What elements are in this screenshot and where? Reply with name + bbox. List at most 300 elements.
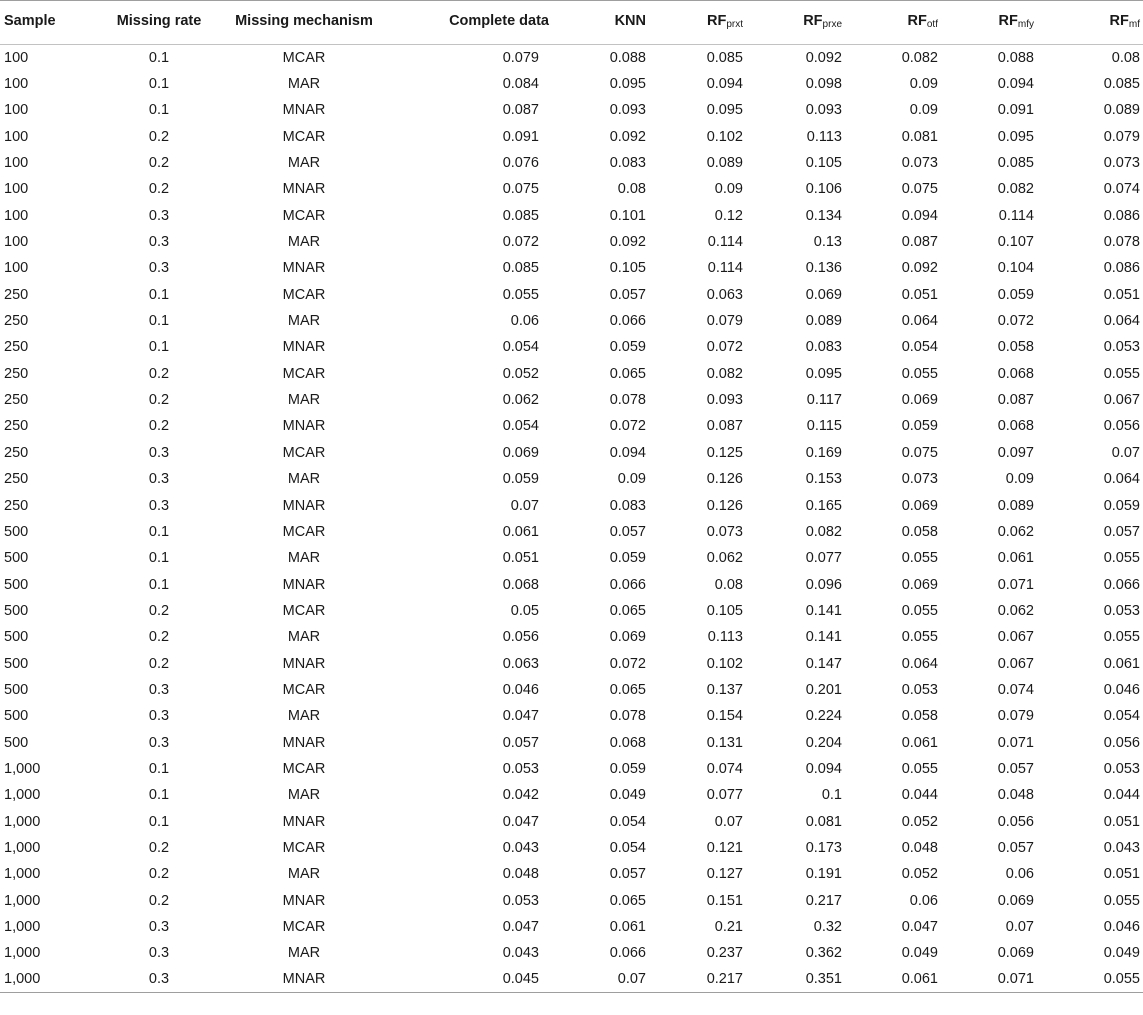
cell-rf-prxe: 0.081 <box>805 813 842 830</box>
cell-rf-mf: 0.055 <box>1103 550 1140 567</box>
cell-missing-mechanism: MAR <box>287 708 321 725</box>
table-row <box>0 229 1143 255</box>
header-rf-prxe <box>783 1 882 45</box>
cell-sample: 250 <box>4 497 29 514</box>
cell-missing-mechanism: MCAR <box>282 919 326 936</box>
cell-missing-mechanism: MAR <box>287 76 321 93</box>
cell-knn: 0.069 <box>609 629 646 646</box>
cell-missing-rate: 0.1 <box>148 523 170 540</box>
cell-sample: 1,000 <box>4 866 41 883</box>
cell-sample: 500 <box>4 550 29 567</box>
cell-rf-mfy: 0.067 <box>997 629 1034 646</box>
cell-sample: 500 <box>4 708 29 725</box>
cell-complete-data: 0.053 <box>502 760 539 777</box>
cell-missing-rate: 0.2 <box>148 181 170 198</box>
cell-missing-mechanism: MAR <box>287 945 321 962</box>
cell-missing-rate: 0.2 <box>148 839 170 856</box>
header-label: Missing mechanism <box>235 13 373 29</box>
cell-missing-rate: 0.2 <box>148 655 170 672</box>
cell-knn: 0.093 <box>609 102 646 119</box>
cell-rf-prxt: 0.237 <box>706 945 743 962</box>
cell-rf-prxe: 0.098 <box>805 76 842 93</box>
cell-missing-rate: 0.2 <box>148 128 170 145</box>
cell-rf-prxt: 0.08 <box>714 576 743 593</box>
cell-missing-rate: 0.1 <box>148 102 170 119</box>
cell-sample: 500 <box>4 655 29 672</box>
cell-missing-mechanism: MNAR <box>282 813 326 830</box>
cell-rf-otf: 0.055 <box>901 365 938 382</box>
header-rf-mf <box>1074 1 1143 45</box>
cell-rf-prxe: 0.13 <box>813 234 842 251</box>
cell-rf-mf: 0.055 <box>1103 629 1140 646</box>
cell-rf-prxt: 0.126 <box>706 471 743 488</box>
cell-knn: 0.054 <box>609 813 646 830</box>
cell-complete-data: 0.048 <box>502 866 539 883</box>
cell-rf-otf: 0.094 <box>901 207 938 224</box>
table-row <box>0 888 1143 914</box>
cell-missing-mechanism: MAR <box>287 629 321 646</box>
cell-missing-rate: 0.3 <box>148 734 170 751</box>
cell-rf-prxt: 0.087 <box>706 418 743 435</box>
cell-sample: 250 <box>4 313 29 330</box>
cell-sample: 100 <box>4 76 29 93</box>
cell-complete-data: 0.057 <box>502 734 539 751</box>
cell-rf-otf: 0.058 <box>901 523 938 540</box>
cell-rf-prxe: 0.089 <box>805 313 842 330</box>
cell-rf-mfy: 0.104 <box>997 260 1034 277</box>
cell-complete-data: 0.068 <box>502 576 539 593</box>
table-row <box>0 756 1143 782</box>
cell-knn: 0.083 <box>609 155 646 172</box>
cell-knn: 0.078 <box>609 392 646 409</box>
header-sample <box>0 1 95 45</box>
cell-missing-mechanism: MCAR <box>282 128 326 145</box>
cell-rf-mf: 0.085 <box>1103 76 1140 93</box>
cell-complete-data: 0.054 <box>502 418 539 435</box>
table-row <box>0 492 1143 518</box>
cell-missing-mechanism: MNAR <box>282 260 326 277</box>
cell-complete-data: 0.075 <box>502 181 539 198</box>
cell-rf-otf: 0.055 <box>901 602 938 619</box>
cell-rf-prxe: 0.141 <box>805 602 842 619</box>
cell-sample: 500 <box>4 629 29 646</box>
header-label: RF <box>998 13 1018 29</box>
cell-knn: 0.072 <box>609 655 646 672</box>
cell-sample: 250 <box>4 471 29 488</box>
cell-rf-prxt: 0.125 <box>706 444 743 461</box>
cell-rf-otf: 0.055 <box>901 550 938 567</box>
cell-sample: 100 <box>4 260 29 277</box>
cell-complete-data: 0.054 <box>502 339 539 356</box>
cell-missing-mechanism: MCAR <box>282 365 326 382</box>
cell-missing-rate: 0.2 <box>148 418 170 435</box>
cell-sample: 500 <box>4 734 29 751</box>
cell-rf-prxt: 0.077 <box>706 787 743 804</box>
cell-rf-otf: 0.075 <box>901 181 938 198</box>
cell-rf-mf: 0.078 <box>1103 234 1140 251</box>
cell-knn: 0.088 <box>609 49 646 66</box>
cell-missing-mechanism: MCAR <box>282 49 326 66</box>
cell-rf-mfy: 0.056 <box>997 813 1034 830</box>
cell-rf-prxe: 0.136 <box>805 260 842 277</box>
cell-rf-mfy: 0.071 <box>978 967 1074 993</box>
cell-rf-prxt: 0.074 <box>706 760 743 777</box>
table-header <box>0 1 1143 45</box>
header-subscript: otf <box>926 19 938 30</box>
cell-rf-prxe: 0.093 <box>805 102 842 119</box>
cell-rf-mf: 0.079 <box>1103 128 1140 145</box>
header-label: Missing rate <box>116 13 202 29</box>
cell-rf-mf: 0.046 <box>1103 681 1140 698</box>
cell-rf-mf: 0.055 <box>1074 967 1143 993</box>
cell-rf-mf: 0.089 <box>1103 102 1140 119</box>
cell-sample: 1,000 <box>4 919 41 936</box>
cell-rf-otf: 0.054 <box>901 339 938 356</box>
cell-knn: 0.065 <box>609 602 646 619</box>
cell-rf-prxt: 0.217 <box>686 967 783 993</box>
table-row <box>0 545 1143 571</box>
table-row <box>0 650 1143 676</box>
cell-complete-data: 0.056 <box>502 629 539 646</box>
cell-complete-data: 0.085 <box>502 260 539 277</box>
cell-rf-prxt: 0.089 <box>706 155 743 172</box>
cell-rf-mfy: 0.061 <box>997 550 1034 567</box>
cell-rf-mfy: 0.068 <box>997 418 1034 435</box>
cell-missing-rate: 0.3 <box>148 945 170 962</box>
cell-missing-rate: 0.1 <box>148 286 170 303</box>
cell-missing-mechanism: MCAR <box>282 681 326 698</box>
cell-knn: 0.066 <box>609 576 646 593</box>
cell-rf-prxe: 0.117 <box>806 392 842 409</box>
cell-rf-mfy: 0.094 <box>997 76 1034 93</box>
table-row <box>0 571 1143 597</box>
header-subscript: mf <box>1128 19 1140 30</box>
cell-complete-data: 0.061 <box>502 523 539 540</box>
cell-rf-mf: 0.054 <box>1103 708 1140 725</box>
cell-knn: 0.065 <box>609 681 646 698</box>
cell-rf-mfy: 0.107 <box>997 234 1034 251</box>
cell-rf-prxt: 0.126 <box>706 497 743 514</box>
cell-rf-otf: 0.081 <box>901 128 938 145</box>
cell-rf-prxt: 0.093 <box>706 392 743 409</box>
cell-rf-mf: 0.061 <box>1103 655 1140 672</box>
cell-knn: 0.066 <box>609 313 646 330</box>
cell-sample: 250 <box>4 392 29 409</box>
cell-rf-mfy: 0.062 <box>997 602 1034 619</box>
cell-rf-otf: 0.053 <box>901 681 938 698</box>
cell-sample: 250 <box>4 418 29 435</box>
header-label: Complete data <box>449 13 549 29</box>
cell-rf-mf: 0.044 <box>1103 787 1140 804</box>
table-row <box>0 677 1143 703</box>
cell-sample: 250 <box>4 444 29 461</box>
cell-missing-rate: 0.3 <box>148 234 170 251</box>
cell-rf-mfy: 0.074 <box>997 681 1034 698</box>
table-row <box>0 835 1143 861</box>
table-row <box>0 624 1143 650</box>
cell-missing-mechanism: MCAR <box>282 839 326 856</box>
cell-complete-data: 0.087 <box>502 102 539 119</box>
cell-rf-prxe: 0.083 <box>805 339 842 356</box>
cell-complete-data: 0.047 <box>502 919 539 936</box>
table-row <box>0 413 1143 439</box>
cell-sample: 100 <box>4 102 29 119</box>
cell-rf-mf: 0.064 <box>1103 313 1140 330</box>
cell-missing-mechanism: MNAR <box>282 892 326 909</box>
cell-rf-mf: 0.073 <box>1103 155 1140 172</box>
cell-rf-otf: 0.044 <box>901 787 938 804</box>
cell-rf-prxt: 0.131 <box>706 734 743 751</box>
cell-rf-mfy: 0.114 <box>998 207 1034 224</box>
cell-missing-rate: 0.3 <box>148 260 170 277</box>
cell-rf-mfy: 0.079 <box>997 708 1034 725</box>
cell-knn: 0.095 <box>609 76 646 93</box>
cell-rf-mf: 0.043 <box>1103 839 1140 856</box>
cell-rf-mf: 0.086 <box>1103 207 1140 224</box>
cell-rf-prxe: 0.134 <box>805 207 842 224</box>
cell-missing-rate: 0.1 <box>148 576 170 593</box>
cell-rf-prxt: 0.094 <box>706 76 743 93</box>
cell-rf-mf: 0.056 <box>1103 734 1140 751</box>
cell-rf-mf: 0.067 <box>1103 392 1140 409</box>
cell-complete-data: 0.091 <box>502 128 539 145</box>
cell-complete-data: 0.085 <box>502 207 539 224</box>
cell-rf-mfy: 0.062 <box>997 523 1034 540</box>
cell-rf-prxe: 0.082 <box>805 523 842 540</box>
cell-rf-mfy: 0.071 <box>997 734 1034 751</box>
cell-rf-otf: 0.082 <box>901 49 938 66</box>
table-row <box>0 282 1143 308</box>
cell-rf-prxe: 0.147 <box>805 655 842 672</box>
cell-rf-prxt: 0.154 <box>706 708 743 725</box>
header-subscript: prxe <box>822 19 842 30</box>
cell-rf-mf: 0.064 <box>1103 471 1140 488</box>
cell-sample: 500 <box>4 681 29 698</box>
table-row <box>0 782 1143 808</box>
header-label: RF <box>907 13 927 29</box>
cell-rf-otf: 0.09 <box>909 76 938 93</box>
cell-missing-rate: 0.3 <box>148 207 170 224</box>
cell-missing-rate: 0.1 <box>148 76 170 93</box>
cell-rf-prxe: 0.351 <box>783 967 882 993</box>
cell-rf-otf: 0.059 <box>901 418 938 435</box>
header-subscript: mfy <box>1017 19 1034 30</box>
header-label: RF <box>803 13 823 29</box>
header-row <box>0 1 1143 45</box>
cell-missing-mechanism: MNAR <box>282 339 326 356</box>
cell-complete-data: 0.045 <box>385 967 575 993</box>
cell-complete-data: 0.076 <box>502 155 539 172</box>
cell-rf-mf: 0.051 <box>1103 286 1140 303</box>
cell-rf-otf: 0.049 <box>901 945 938 962</box>
cell-rf-prxe: 0.362 <box>805 945 842 962</box>
cell-rf-prxe: 0.092 <box>805 49 842 66</box>
cell-sample: 1,000 <box>4 945 41 962</box>
cell-rf-mf: 0.051 <box>1103 866 1140 883</box>
cell-missing-mechanism: MAR <box>287 787 321 804</box>
table-row <box>0 97 1143 123</box>
cell-complete-data: 0.046 <box>502 681 539 698</box>
cell-knn: 0.065 <box>609 892 646 909</box>
cell-rf-prxt: 0.072 <box>706 339 743 356</box>
cell-rf-mf: 0.086 <box>1103 260 1140 277</box>
cell-sample: 1,000 <box>0 967 95 993</box>
cell-knn: 0.059 <box>609 550 646 567</box>
cell-missing-mechanism: MAR <box>287 550 321 567</box>
header-label: KNN <box>614 13 646 29</box>
cell-missing-rate: 0.1 <box>148 313 170 330</box>
cell-rf-prxe: 0.169 <box>805 444 842 461</box>
cell-sample: 500 <box>4 523 29 540</box>
cell-rf-prxt: 0.137 <box>706 681 743 698</box>
cell-missing-rate: 0.2 <box>148 602 170 619</box>
cell-knn: 0.057 <box>609 523 646 540</box>
cell-knn: 0.105 <box>609 260 646 277</box>
cell-rf-prxt: 0.085 <box>706 49 743 66</box>
cell-rf-prxt: 0.21 <box>714 919 743 936</box>
cell-missing-mechanism: MAR <box>287 392 321 409</box>
table-row <box>0 703 1143 729</box>
cell-rf-mf: 0.053 <box>1103 602 1140 619</box>
cell-rf-mf: 0.055 <box>1103 365 1140 382</box>
cell-rf-prxt: 0.102 <box>706 655 743 672</box>
cell-rf-otf: 0.06 <box>909 892 938 909</box>
cell-sample: 100 <box>4 128 29 145</box>
table-row <box>0 861 1143 887</box>
cell-rf-prxt: 0.12 <box>714 207 743 224</box>
cell-rf-otf: 0.075 <box>901 444 938 461</box>
cell-rf-mf: 0.055 <box>1103 892 1140 909</box>
cell-knn: 0.054 <box>609 839 646 856</box>
cell-rf-prxe: 0.095 <box>805 365 842 382</box>
header-missing-rate <box>95 1 223 45</box>
cell-rf-prxe: 0.115 <box>806 418 842 435</box>
cell-missing-rate: 0.3 <box>148 708 170 725</box>
cell-complete-data: 0.042 <box>502 787 539 804</box>
cell-rf-mfy: 0.087 <box>997 392 1034 409</box>
table-row <box>0 176 1143 202</box>
cell-knn: 0.078 <box>609 708 646 725</box>
cell-sample: 100 <box>4 207 29 224</box>
cell-rf-prxt: 0.063 <box>706 286 743 303</box>
header-label: RF <box>1109 13 1129 29</box>
cell-rf-prxt: 0.114 <box>707 234 743 251</box>
cell-rf-prxt: 0.073 <box>706 523 743 540</box>
table-row <box>0 729 1143 755</box>
cell-sample: 1,000 <box>4 760 41 777</box>
cell-rf-mf: 0.066 <box>1103 576 1140 593</box>
cell-rf-mfy: 0.048 <box>997 787 1034 804</box>
cell-complete-data: 0.063 <box>502 655 539 672</box>
cell-rf-mfy: 0.067 <box>997 655 1034 672</box>
cell-rf-prxt: 0.151 <box>706 892 743 909</box>
cell-rf-otf: 0.073 <box>901 471 938 488</box>
cell-missing-rate: 0.2 <box>148 392 170 409</box>
cell-rf-otf: 0.055 <box>901 760 938 777</box>
cell-complete-data: 0.05 <box>510 602 539 619</box>
cell-knn: 0.061 <box>609 919 646 936</box>
cell-complete-data: 0.053 <box>502 892 539 909</box>
cell-rf-otf: 0.061 <box>882 967 978 993</box>
cell-rf-mfy: 0.057 <box>997 760 1034 777</box>
cell-rf-otf: 0.048 <box>901 839 938 856</box>
cell-missing-rate: 0.2 <box>148 365 170 382</box>
cell-rf-prxe: 0.204 <box>805 734 842 751</box>
cell-knn: 0.094 <box>609 444 646 461</box>
cell-sample: 100 <box>4 155 29 172</box>
cell-rf-mfy: 0.089 <box>997 497 1034 514</box>
cell-rf-mfy: 0.058 <box>997 339 1034 356</box>
cell-missing-mechanism: MCAR <box>282 602 326 619</box>
cell-complete-data: 0.07 <box>510 497 539 514</box>
cell-rf-mfy: 0.07 <box>1005 919 1034 936</box>
cell-knn: 0.092 <box>609 128 646 145</box>
cell-rf-mf: 0.056 <box>1103 418 1140 435</box>
table-row <box>0 150 1143 176</box>
header-knn <box>575 1 686 45</box>
cell-missing-rate: 0.1 <box>148 760 170 777</box>
cell-missing-mechanism: MCAR <box>282 760 326 777</box>
cell-rf-prxe: 0.096 <box>805 576 842 593</box>
cell-knn: 0.072 <box>609 418 646 435</box>
cell-missing-mechanism: MNAR <box>282 418 326 435</box>
cell-rf-mfy: 0.095 <box>997 128 1034 145</box>
cell-complete-data: 0.055 <box>502 286 539 303</box>
cell-rf-prxt: 0.127 <box>706 866 743 883</box>
table-row <box>0 124 1143 150</box>
cell-rf-prxt: 0.121 <box>706 839 743 856</box>
cell-rf-prxe: 0.153 <box>805 471 842 488</box>
cell-missing-mechanism: MNAR <box>282 181 326 198</box>
cell-complete-data: 0.047 <box>502 813 539 830</box>
cell-sample: 500 <box>4 602 29 619</box>
cell-rf-mfy: 0.057 <box>997 839 1034 856</box>
table-row <box>0 808 1143 834</box>
cell-missing-mechanism: MAR <box>287 313 321 330</box>
cell-missing-rate: 0.3 <box>148 444 170 461</box>
cell-missing-rate: 0.1 <box>148 813 170 830</box>
cell-rf-otf: 0.073 <box>901 155 938 172</box>
cell-missing-rate: 0.3 <box>148 681 170 698</box>
cell-rf-prxe: 0.094 <box>805 760 842 777</box>
cell-rf-mf: 0.046 <box>1103 919 1140 936</box>
cell-rf-otf: 0.051 <box>901 286 938 303</box>
cell-rf-otf: 0.069 <box>901 497 938 514</box>
table-row <box>0 914 1143 940</box>
header-missing-mechanism <box>223 1 385 45</box>
cell-missing-mechanism: MCAR <box>282 207 326 224</box>
cell-rf-mf: 0.057 <box>1103 523 1140 540</box>
cell-rf-mfy: 0.06 <box>1005 866 1034 883</box>
cell-missing-mechanism: MCAR <box>282 444 326 461</box>
cell-rf-otf: 0.047 <box>901 919 938 936</box>
cell-complete-data: 0.062 <box>502 392 539 409</box>
table-row <box>0 71 1143 97</box>
cell-complete-data: 0.079 <box>502 49 539 66</box>
header-label: RF <box>706 13 727 29</box>
cell-rf-mf: 0.059 <box>1103 497 1140 514</box>
cell-knn: 0.07 <box>575 967 686 993</box>
cell-rf-prxe: 0.165 <box>805 497 842 514</box>
cell-sample: 250 <box>4 286 29 303</box>
cell-rf-otf: 0.092 <box>901 260 938 277</box>
cell-knn: 0.065 <box>609 365 646 382</box>
table-row <box>0 598 1143 624</box>
cell-rf-mfy: 0.091 <box>997 102 1034 119</box>
cell-knn: 0.08 <box>617 181 646 198</box>
cell-missing-mechanism: MNAR <box>282 576 326 593</box>
table-row <box>0 466 1143 492</box>
